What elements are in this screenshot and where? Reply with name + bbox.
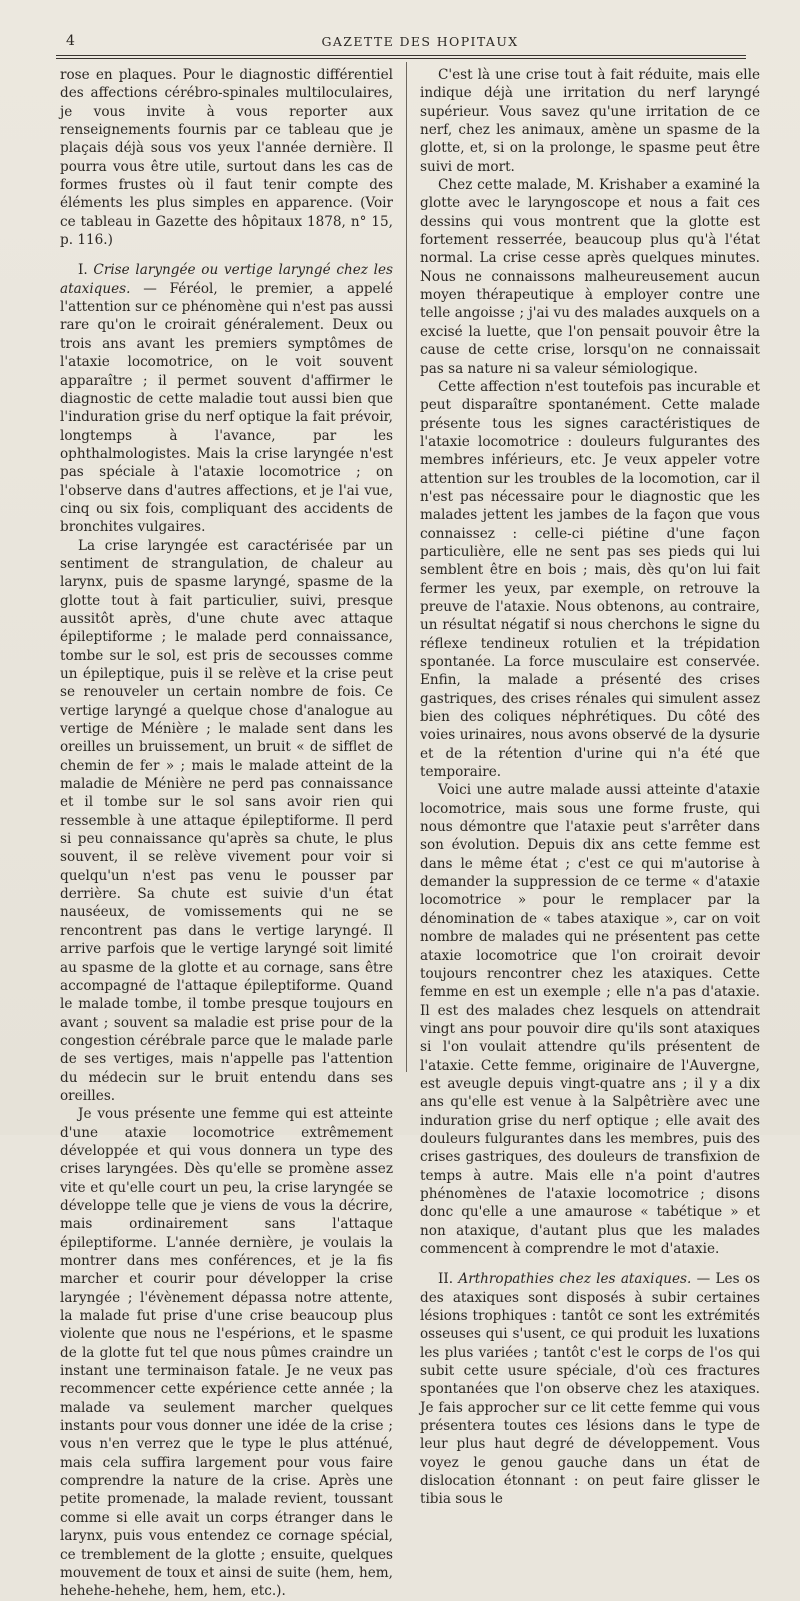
paragraph-text: Je vous présente une femme qui est atteinte d'une ataxie locomotrice extrêmement développée et qui vous donnera un type des crises laryngées. Dès qu'elle se promène assez vite et qu'elle court un peu, la crise laryngée se développe telle que je viens de vous la décrire, mais ordinairement sans l'attaque épileptiforme. L'année dernière, je voulais la montrer dans mes conférences, et je la fis marcher et courir pour développer la crise laryngée ; l'évènement dépassa notre attente, la malade fut prise d'une crise beaucoup plus violente que nous ne l'espérions, et le spasme de la glotte fut tel que nous pûmes craindre un instant une terminaison fatale. Je ne veux pas recommencer cette expérience cette année ; la malade va seulement marcher quelques instants pour vous donner une idée de la crise ; vous n'en verrez que le type le plus atténué, mais cela suffira largement pour vous faire comprendre la nature de la crise. Après une petite promenade, la malade revient, toussant comme si elle avait un corps étranger dans le larynx, puis vous entendez ce cornage spécial, ce tremblement de la glotte ; ensuite, quelques mouvement de toux et ainsi de suite (hem, hem, hehehe-hehehe, hem, hem, etc.). xyxy=(60,1106,393,1600)
section-heading-paragraph xyxy=(420,1270,760,1508)
paragraph-text: C'est là une crise tout à fait réduite, mais elle indique déjà une irritation du nerf laryngé supérieur. Vous savez qu'une irritation de ce nerf, chez les animaux, amène un spasme de la glotte, et, si on la prolonge, le spasme peut être suivi de mort. xyxy=(420,67,760,175)
header-rule xyxy=(56,55,746,59)
paragraph xyxy=(60,537,393,1106)
page-header xyxy=(0,0,800,60)
running-title: GAZETTE DES HOPITAUX xyxy=(321,34,519,49)
paragraph xyxy=(60,1105,393,1600)
page-number: 4 xyxy=(66,33,75,49)
paragraph-text: La crise laryngée est caractérisée par un sentiment de strangulation, de chaleur au larynx, puis de spasme laryngé, spasme de la glotte tout à fait particulier, suivi, presque aussitôt après, d'une chute avec attaque épileptiforme ; le malade perd connaissance, tombe sur le sol, est pris de secousses comme un épileptique, puis il se relève et la crise peut se renouveler un certain nombre de fois. Ce vertige laryngé a quelque chose d'analogue au vertige de Ménière ; le malade sent dans les oreilles un bruissement, un bruit « de sifflet de chemin de fer » ; mais le malade atteint de la maladie de Ménière ne perd pas connaissance et il tombe sur le sol sans avoir rien qui ressemble à une attaque épileptiforme. Il perd si peu connaissance qu'après sa chute, le plus souvent, il se relève vivement pour voir si quelqu'un n'est pas venu le pousser par derrière. Sa chute est suivie d'un état nauséeux, de vomissements qui ne se rencontrent pas dans le vertige laryngé. Il arrive parfois que le vertige laryngé soit limité au spasme de la glotte et au cornage, sans être accompagné de l'attaque épileptiforme. Quand le malade tombe, il tombe presque toujours en avant ; souvent sa maladie est prise pour de la congestion cérébrale parce que le malade parle de ses vertiges, mais n'appelle pas l'attention du médecin sur le bruit entendu dans ses oreilles. xyxy=(60,537,393,1104)
paragraph-text: — Féréol, le premier, a appelé l'attention sur ce phénomène qui n'est pas aussi rare qu'on le croirait généralement. Deux ou trois ans avant les premiers symptômes de l'ataxie locomotrice, on le voit souvent apparaître ; il permet souvent d'affirmer le diagnostic de cette maladie tout aussi bien que l'induration grise du nerf optique la fait prévoir, longtemps à l'avance, par les ophthalmologistes. Mais la crise laryngée n'est pas spéciale à l'ataxie locomotrice ; on l'observe dans d'autres affections, et je l'ai vue, cinq ou six fois, compliquant des accidents de bronchites vulgaires. xyxy=(60,280,393,536)
section-heading-paragraph xyxy=(60,261,393,536)
paragraph xyxy=(420,66,760,176)
paragraph-text: — Les os des ataxiques sont disposés à subir certaines lésions trophiques : tantôt ce sont les extrémités osseuses qui s'usent, ce qui produit les luxations les plus variées ; tantôt c'est le corps de l'os qui subit cette usure spéciale, d'où ces fractures spontanées que l'on observe chez les ataxiques. Je fais approcher sur ce lit cette femme qui vous présentera toutes ces lésions dans le type de leur plus haut degré de développement. Vous voyez le genou gauche dans un état de dislocation étonnant : on peut faire glisser le tibia sous le xyxy=(420,1271,761,1508)
paragraph-text: Voici une autre malade aussi atteinte d'ataxie locomotrice, mais sous une forme fruste, qui nous démontre que l'ataxie peut s'arrêter dans son évolution. Depuis dix ans cette femme est dans le même état ; c'est ce qui m'autorise à demander la suppression de ce terme « d'ataxie locomotrice » pour le remplacer par la dénomination de « tabes ataxique », car on voit nombre de malades qui ne présentent pas cette ataxie locomotrice que l'on croirait devoir toujours rencontrer chez les ataxiques. Cette femme en est un exemple ; elle n'a pas d'ataxie. Il est des malades chez lesquels on attendrait vingt ans pour pouvoir dire qu'ils sont ataxiques si l'on voulait attendre qu'ils présentent de l'ataxie. Cette femme, originaire de l'Auvergne, est aveugle depuis vingt-quatre ans ; il y a dix ans qu'elle est venue à la Salpêtrière avec une induration grise du nerf optique ; elle avait des douleurs fulgurantes dans les membres, puis des crises gastriques, des douleurs de transfixion de temps à autre. Mais elle n'a point d'autres phénomènes de l'ataxie locomotrice ; disons donc qu'elle a une amaurose « tabétique » et non ataxique, d'autant plus que les malades commencent à comprendre le mot d'ataxie. xyxy=(420,782,760,1257)
left-column xyxy=(60,66,393,1601)
section-number: I. xyxy=(78,262,94,279)
column-divider xyxy=(406,62,407,1072)
paragraph-text: Chez cette malade, M. Krishaber a examiné la glotte avec le laryngoscope et nous a fait ces dessins qui vous montrent que la glotte est fortement resserrée, beaucoup plus qu'à l'état normal. La crise cesse après quelques minutes. Nous ne connaissons malheureusement aucun moyen thérapeutique à employer contre une telle angoisse ; j'ai vu des malades auxquels on a excisé la luette, que l'on pensait pouvoir être la cause de cette crise, lorsqu'on ne connaissait pas sa nature ni sa valeur sémiologique. xyxy=(420,177,760,377)
paragraph xyxy=(420,781,760,1258)
paragraph-continued xyxy=(60,66,393,249)
paragraph-text: Cette affection n'est toutefois pas incurable et peut disparaître spontanément. Cette malade présente tous les signes caractéristiques de l'ataxie locomotrice : douleurs fulgurantes des membres inférieurs, etc. Je veux appeler votre attention sur les troubles de la locomotion, car il n'est pas nécessaire pour le diagnostic que les malades jettent les jambes de la façon que vous connaissez : celle-ci piétine d'une façon particulière, elle ne sent pas ses pieds qui lui semblent être en bois ; mais, dès qu'on lui fait fermer les yeux, par exemple, on retrouve la preuve de l'ataxie. Nous obtenons, au contraire, un résultat négatif si nous cherchons le signe du réflexe tendineux rotulien et la trépidation spontanée. La force musculaire est conservée. Enfin, la malade a présenté des crises gastriques, des crises rénales qui simulent assez bien des coliques néphrétiques. Du côté des voies urinaires, nous avons observé de la dysurie et de la rétention d'urine qui n'a été que temporaire. xyxy=(420,378,760,781)
section-number: II. xyxy=(438,1271,459,1288)
section-title: Crise laryngée ou vertige laryngé chez les ataxiques. xyxy=(60,262,393,297)
right-column xyxy=(420,66,760,1509)
paragraph xyxy=(420,176,760,378)
paragraph-text: rose en plaques. Pour le diagnostic différentiel des affections cérébro-spinales multiloculaires, je vous invite à vous reporter aux renseignements fournis par ce tableau que je plaçais déjà sous vos yeux l'année dernière. Il pourra vous être utile, surtout dans les cas de formes frustes où il faut tenir compte des éléments les plus simples en apparence. (Voir ce tableau in Gazette des hôpitaux 1878, n° 15, p. 116.) xyxy=(60,67,393,249)
section-title: Arthropathies chez les ataxiques. xyxy=(458,1271,692,1288)
paragraph xyxy=(420,378,760,782)
